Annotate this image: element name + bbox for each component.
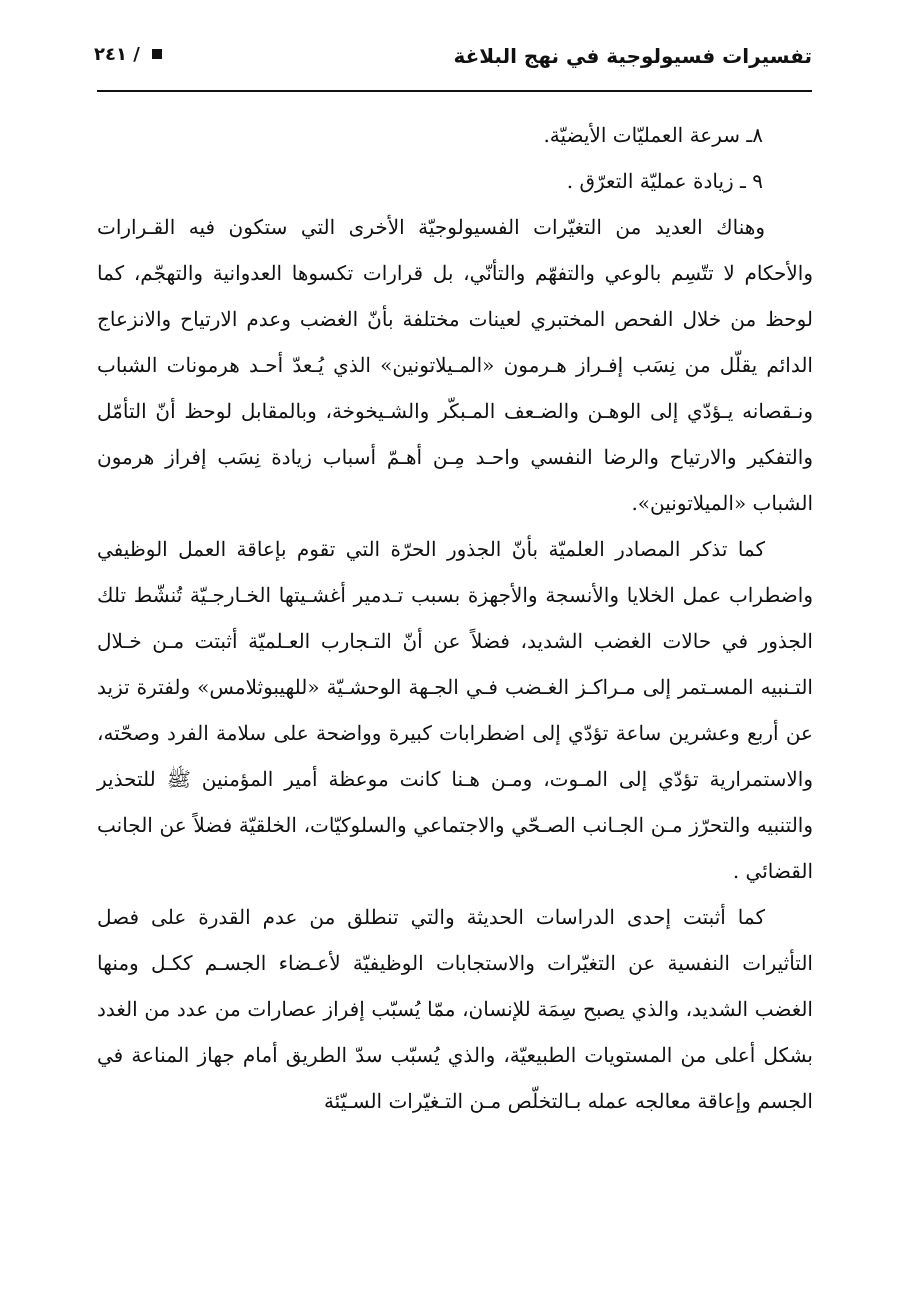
list-item-8: ٨ـ سرعة العمليّات الأيضيّة. <box>543 123 763 147</box>
page-number: ٢٤١ <box>94 44 127 65</box>
paragraph-2: كما تذكر المصادر العلميّة بأنّ الجذور الحرّة التي تقوم بإعاقة العمل الوظيفي واضطراب عمل الخلايا والأنسجة والأجهزة بسبب تـدمير أغشـيتها الخـارجـيّة تُنشّط تلك الجذور في حالات الغضب الشديد، فضلاً عن أنّ التـجارب العـلميّة أثبتت مـن خـلال التـنبيه المسـتمر إلى مـراكـز الغـضب فـي الجـهة الوحشـيّة «للهيبوثلامس» ولفترة تزيد عن أربع وعشرين ساعة تؤدّي إلى اضطرابات كبيرة وواضحة على سلامة الفرد وصحّته، والاستمرارية تؤدّي إلى المـوت، ومـن هـنا كانت موعظة أمير المؤمنين ﷺ للتحذير والتنبيه والتحرّز مـن الجـانب الصـحّي والاجتماعي والسلوكيّات، الخلقيّة فضلاً عن الجانب القضائي . <box>97 537 813 883</box>
page-separator: / <box>133 44 140 65</box>
paragraph-3: كما أثبتت إحدى الدراسات الحديثة والتي تنطلق من عدم القدرة على فصل التأثيرات النفسية عن التغيّرات والاستجابات الوظيفيّة لأعـضاء الجسـم ككـل ومنها الغضب الشديد، والذي يصبح سِمَة للإنسان، ممّا يُسبّب إفراز عصارات من عدد من الغدد بشكل أعلى من المستويات الطبيعيّة، والذي يُسبّب سدّ الطريق أمام جهاز المناعة في الجسم وإعاقة معالجه عمله بـالتخلّص مـن التـغيّرات السـيّئة <box>97 905 813 1113</box>
square-ornament-icon <box>152 49 162 59</box>
page-body <box>97 112 813 1124</box>
paragraph-1: وهناك العديد من التغيّرات الفسيولوجيّة الأخرى التي ستكون فيه القـرارات والأحكام لا تتّسِم بالوعي والتفهّم والتأنّي، بل قرارات تكسوها العدوانية والتهجّم، كما لوحظ من خلال الفحص المختبري لعينات مختلفة بأنّ الغضب وعدم الارتياح والانزعاج الدائم يقلّل من نِسَب إفـراز هـرمون «المـيلاتونين» الذي يُـعدّ أحـد هرمونات الشباب ونـقصانه يـؤدّي إلى الوهـن والضـعف المـبكّر والشـيخوخة، وبالمقابل لوحظ أنّ التأمّل والتفكير والارتياح والرضا النفسي واحـد مِـن أهـمّ أسباب زيادة نِسَب إفراز هرمون الشباب «الميلاتونين». <box>97 215 813 515</box>
list-item-9: ٩ ـ زيادة عمليّة التعرّق . <box>566 169 763 193</box>
running-header <box>94 40 812 80</box>
header-rule <box>97 90 812 92</box>
page-number-block <box>94 44 164 65</box>
book-title: تفسيرات فسيولوجية في نهج البلاغة <box>453 44 812 68</box>
